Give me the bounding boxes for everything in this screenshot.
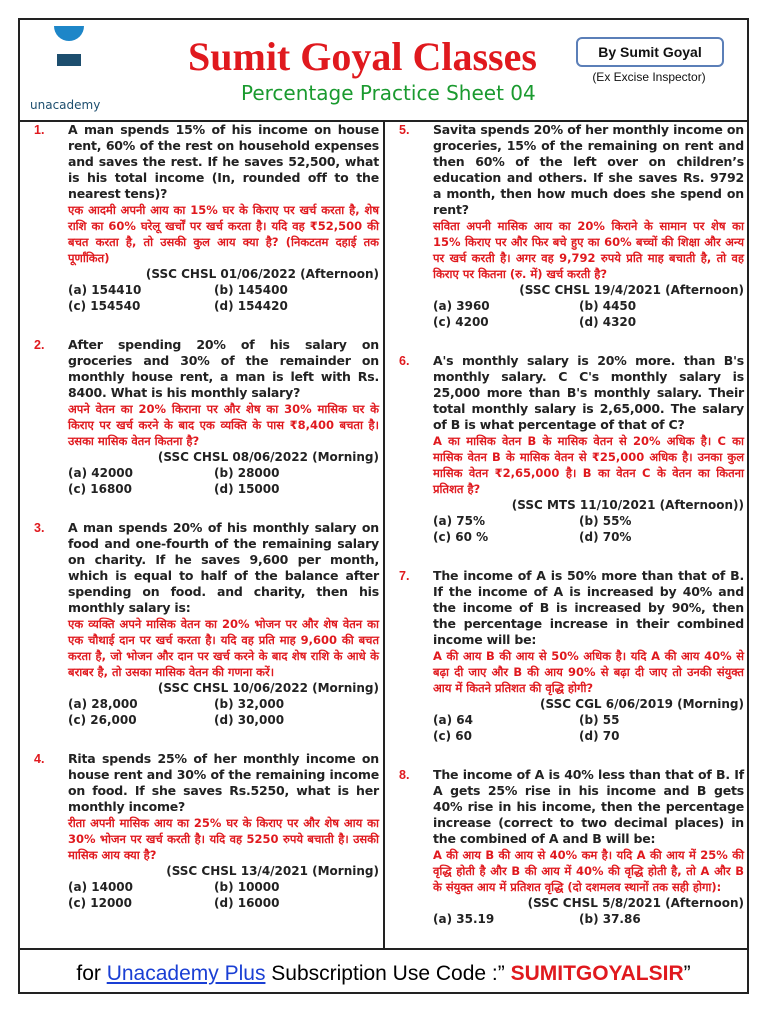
option-a: (a) 28,000 (68, 697, 138, 711)
question-7 (387, 568, 744, 744)
option-a: (a) 3960 (433, 299, 490, 313)
option-c: (c) 60 % (433, 530, 489, 544)
author-badge: By Sumit Goyal (576, 37, 724, 67)
option-b: (b) 4450 (579, 299, 637, 313)
question-text-hi: A की आय B की आय से 50% अधिक है। यदि A की आय 40% से बढ़ा दी जाए और B की आय 90% से बढ़ा दी जाए तो उनकी संयुक्त आय में कितने प्रतिशत की वृद्धि होगी? (433, 649, 744, 695)
answer-options (433, 513, 744, 545)
question-3 (22, 520, 379, 728)
question-number: 8. (399, 768, 410, 782)
author-role: (Ex Excise Inspector) (592, 70, 706, 84)
option-b: (b) 145400 (214, 283, 288, 297)
option-d: (d) 15000 (214, 482, 280, 496)
option-a: (a) 35.19 (433, 912, 495, 926)
question-text-en: A man spends 15% of his income on house rent, 60% of the rest on household expenses and saves the rest. If he saves 52,500, what is his total income (In, rounded off to the nearest tens)? (68, 122, 379, 201)
answer-options (68, 282, 379, 314)
question-source: (SSC CHSL 01/06/2022 (Afternoon) (145, 267, 379, 281)
answer-options (68, 465, 379, 497)
answer-options (433, 298, 744, 330)
option-c: (c) 60 (433, 729, 472, 743)
question-text-hi: A की आय B की आय से 40% कम है। यदि A की आय में 25% की वृद्धि होती है और B की आय में 40% की वृद्धि होती है, तो A और B के संयुक्त आय में प्रतिशत वृद्धि (दो दशमलव स्थानों तक सही होगा): (433, 848, 744, 894)
question-text-en: The income of A is 50% more than that of B. If the income of A is increased by 40% and the income of B is increased by 90%, then the percentage increase in their combined income will be: (433, 568, 744, 647)
question-source: (SSC CGL 6/06/2019 (Morning) (540, 697, 744, 711)
option-c: (c) 154540 (68, 299, 141, 313)
option-b: (b) 10000 (214, 880, 280, 894)
option-b: (b) 37.86 (579, 912, 641, 926)
question-text-hi: सविता अपनी मासिक आय का 20% किराने के सामान पर शेष का 15% किराए पर और फिर बचे हुए का 60% बच्चों की शिक्षा और अन्य पर खर्च करती है। अगर वह 9,792 रुपये प्रति माह बचाती है, तो वह किराए पर कितना (रु. में) खर्च करती है? (433, 219, 744, 281)
option-b: (b) 55% (579, 514, 632, 528)
option-d: (d) 154420 (214, 299, 288, 313)
option-a: (a) 14000 (68, 880, 133, 894)
header (20, 20, 747, 118)
unacademy-logo-icon (54, 24, 84, 72)
answer-options (68, 879, 379, 911)
right-column (387, 122, 744, 927)
option-b: (b) 32,000 (214, 697, 285, 711)
column-divider (383, 120, 385, 950)
option-d: (d) 4320 (579, 315, 637, 329)
question-number: 6. (399, 354, 410, 368)
option-a: (a) 154410 (68, 283, 142, 297)
question-6 (387, 353, 744, 545)
question-number: 7. (399, 569, 410, 583)
question-2 (22, 337, 379, 497)
logo-text: unacademy (30, 98, 101, 112)
option-b: (b) 55 (579, 713, 620, 727)
option-d: (d) 70% (579, 530, 632, 544)
left-column (22, 122, 379, 911)
question-4 (22, 751, 379, 911)
question-text-en: The income of A is 40% less than that of B. If A gets 25% rise in his income and B gets 40% rise in his income, then the percentage increase (correct to two decimal places) in the combined of A and B will be: (433, 767, 744, 846)
question-number: 5. (399, 123, 410, 137)
question-source: (SSC CHSL 5/8/2021 (Afternoon) (527, 896, 744, 910)
question-source: (SSC CHSL 08/06/2022 (Morning) (157, 450, 379, 464)
option-d: (d) 70 (579, 729, 620, 743)
question-number: 4. (34, 752, 45, 766)
option-c: (c) 4200 (433, 315, 489, 329)
question-number: 3. (34, 521, 45, 535)
footer-suffix: ” (683, 962, 691, 985)
answer-options (433, 712, 744, 744)
option-a: (a) 75% (433, 514, 485, 528)
question-source: (SSC CHSL 19/4/2021 (Afternoon) (519, 283, 744, 297)
question-text-hi: अपने वेतन का 20% किराना पर और शेष का 30% मासिक घर के किराए पर खर्च करने के बाद एक व्यक्ति के पास ₹8,400 बचता है। उसका मासिक वेतन कितना है? (68, 402, 379, 448)
question-text-hi: एक व्यक्ति अपने मासिक वेतन का 20% भोजन पर और शेष वेतन का एक चौथाई दान पर खर्च करता है। यदि वह प्रति माह 9,600 की बचत करता है, जो भोजन और दान पर खर्च करने के बाद शेष राशि के आधे के बराबर है, तो उसका मासिक वेतन की गणना करें। (68, 617, 379, 679)
question-source: (SSC MTS 11/10/2021 (Afternoon)) (511, 498, 744, 512)
question-text-hi: रीता अपनी मासिक आय का 25% घर के किराए पर और शेष आय का 30% भोजन पर खर्च करती है। यदि वह 5250 रुपये बचाती है। उसकी मासिक आय क्या है? (68, 816, 379, 862)
question-source: (SSC CHSL 13/4/2021 (Morning) (166, 864, 379, 878)
option-a: (a) 42000 (68, 466, 133, 480)
question-text-en: After spending 20% of his salary on groceries and 30% of the remainder on monthly house rent, a man is left with Rs. 8400. What is his monthly salary? (68, 337, 379, 400)
question-text-hi: एक आदमी अपनी आय का 15% घर के किराए पर खर्च करता है, शेष राशि का 60% घरेलू खर्चों पर खर्च करता है। यदि वह ₹52,500 की बचत करता है, तो उसकी कुल आय क्या है? (निकटतम दहाई तक पूर्णांकित) (68, 203, 379, 265)
option-c: (c) 12000 (68, 896, 133, 910)
footer-prefix: for (76, 962, 107, 985)
promo-code: SUMITGOYALSIR (510, 962, 684, 985)
page-subtitle: Percentage Practice Sheet 04 (241, 81, 536, 105)
question-number: 2. (34, 338, 45, 352)
footer-divider (20, 948, 747, 950)
question-8 (387, 767, 744, 927)
question-text-en: Rita spends 25% of her monthly income on house rent and 30% of the remaining income on food. If she saves Rs.5250, what is her monthly income? (68, 751, 379, 814)
option-c: (c) 26,000 (68, 713, 137, 727)
question-text-en: Savita spends 20% of her monthly income on groceries, 15% of the remaining on rent and then 60% of the left over on children’s education and others. If she saves Rs. 9792 a month, then how much does she spend on rent? (433, 122, 744, 217)
question-text-hi: A का मासिक वेतन B के मासिक वेतन से 20% अधिक है। C का मासिक वेतन B के मासिक वेतन से ₹25,000 अधिक है। उनका कुल मासिक वेतन ₹2,65,000 है। B का वेतन C के वेतन का कितना प्रतिशत है? (433, 434, 744, 496)
page-title: Sumit Goyal Classes (188, 34, 537, 79)
answer-options (68, 696, 379, 728)
option-a: (a) 64 (433, 713, 473, 727)
question-text-en: A's monthly salary is 20% more. than B's monthly salary. C C's monthly salary is 25,000 more than B's monthly salary. Their total monthly salary is 2,65,000. The salary of B is what percentage of that of C? (433, 353, 744, 432)
answer-options (433, 911, 744, 927)
question-number: 1. (34, 123, 45, 137)
question-5 (387, 122, 744, 330)
option-c: (c) 16800 (68, 482, 133, 496)
footer-promo (20, 952, 747, 996)
option-b: (b) 28000 (214, 466, 280, 480)
option-d: (d) 16000 (214, 896, 280, 910)
option-d: (d) 30,000 (214, 713, 285, 727)
unacademy-plus-link[interactable]: Unacademy Plus (106, 962, 266, 985)
question-1 (22, 122, 379, 314)
unacademy-logo (30, 24, 110, 114)
question-source: (SSC CHSL 10/06/2022 (Morning) (157, 681, 379, 695)
question-text-en: A man spends 20% of his monthly salary on food and one-fourth of the remaining salary on charity. If he saves 9,600 per month, which is equal to half of the balance after spending on food. and charity, then his monthly salary is: (68, 520, 379, 615)
footer-middle: Subscription Use Code :” (265, 962, 511, 985)
